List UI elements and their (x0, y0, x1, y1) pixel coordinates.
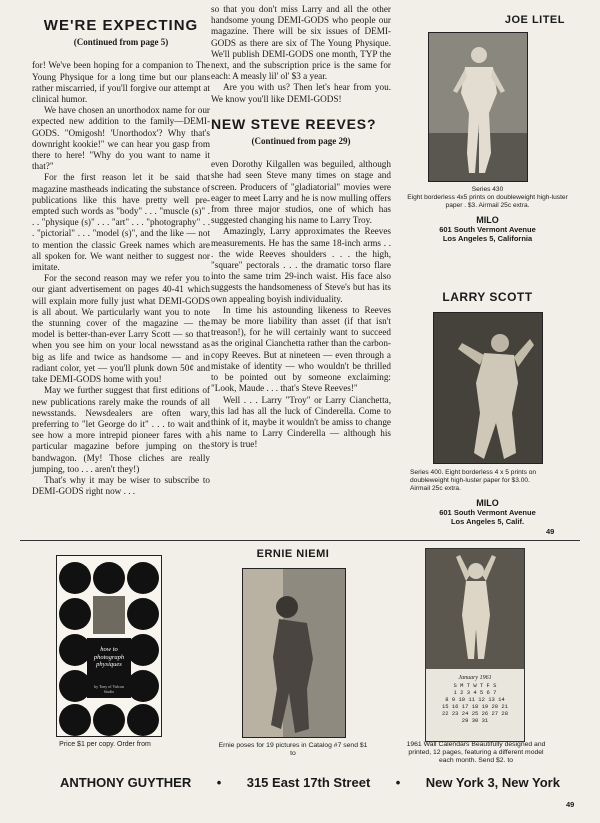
vendor-name: MILO (476, 498, 499, 508)
book-title: how to photograph physiques (93, 646, 125, 668)
model-photo-icon (429, 33, 527, 181)
paragraph: so that you don't miss Larry and all the other handsome young DEMI-GODS who people our magazine. There will be six issues of DEMI-GODS as there are six of The Young Physique. We'll publish DEMI-GODS one month, TYP the next, and the subscription price is the same for each: A measly lil' ol' $3 a year. (211, 4, 391, 82)
footer-bullet: • (216, 775, 222, 790)
ad-caption: Series 400. Eight borderless 4 x 5 prints on doubleweight high-luster paper for $3.00. Airmail 25c extra. (410, 469, 537, 492)
article-expecting (32, 17, 210, 497)
photo-joe-litel (428, 32, 528, 182)
footer-bullet: • (395, 775, 401, 790)
book-cover (56, 555, 162, 737)
paragraph: Well . . . Larry "Troy" or Larry Cianchetta, this lad has all the luck of Cinderella. Come to think of it, maybe it wouldn't be amiss to change his name to Larry Cinderella — although his story is true! (211, 394, 391, 450)
paragraph: That's why it may be wiser to subscribe to DEMI-GODS right now . . . (32, 474, 210, 497)
calendar-row: 15 16 17 18 19 20 21 (441, 703, 508, 710)
paragraph: Are you with us? Then let's hear from you. We know you'll like DEMI-GODS! (211, 82, 391, 104)
page-number: 49 (566, 800, 575, 809)
footer-address (60, 775, 560, 790)
paragraph: In time his astounding likeness to Reeves may be more liability than asset (if that isn't treason!), for he will certainly want to succeed as the original Cianchetta rather than the carbon-copy Reeves. But at nineteen — even through a mistake of identity — who wouldn't be thrilled to be pointed out by someone exclaiming: "Look, Maude . . . that's Steve Reeves!" (211, 304, 391, 394)
vendor-address: 601 South Vermont Avenue (439, 508, 536, 517)
ad-title: ERNIE NIEMI (256, 548, 330, 560)
article-title: WE'RE EXPECTING (43, 17, 199, 34)
photo-larry-scott (433, 312, 543, 464)
footer-street: 315 East 17th Street (246, 775, 371, 790)
ad-larry-scott (400, 290, 575, 526)
paragraph: For the second reason may we refer you to our giant advertisement on pages 40-41 which will explain more fully just what DEMI-GODS is all about. We particularly want you to note the stunning cover of the magazine — the model is better-than-ever Larry Scott — so that when you see him on your local newsstand as big as life and twice as handsome — and in radiant color, yet — you'll plunk down 50¢ and take DEMI-GODS home with you! (32, 273, 210, 385)
vendor-city: Los Angeles 5, California (442, 234, 533, 243)
article-reeves (211, 4, 391, 451)
book-ad (56, 555, 164, 741)
calendar-caption: 1961 Wall Calendars Beautifully designed and printed, 12 pages, featuring a different model each month. Send $2. to (406, 741, 546, 764)
paragraph: even Dorothy Kilgallen was beguiled, although she had seen Steve many times on stage and screen. Producers of "gladiatorial" movies were eager to meet Larry and he is now mulling offers from three major studios, one of which has suggested changing his name to Larry Troy. (211, 159, 391, 226)
paragraph: For the first reason let it be said that magazine mastheads indicating the substance of publications like this have pretty well pre-empted such words as "body" . . . "muscle (s)" . . . "physique (s)" . . . "art" . . . "photography" . . . "pictorial" . . . "model (s)", and the like — not to mention the classic Greek names which are all spoken for. We want neither to suggest nor imitate. (32, 172, 210, 273)
paragraph: Amazingly, Larry approximates the Reeves measurements. He has the same 18-inch arms . . . the wide Reeves shoulders . . . the high, "square" pectorals . . . the dramatic torso flare into the same trim 29-inch waist. His face also suggests the handsomeness of Steve's but has its own appealing boyish individuality. (211, 226, 391, 304)
footer-name: ANTHONY GUYTHER (60, 775, 192, 790)
calendar-row: 22 23 24 25 26 27 28 (441, 710, 508, 717)
ad-caption: Series 430 Eight borderless 4x5 prints on doubleweight high-luster paper . $3. Airmail 25c extra. (407, 186, 568, 209)
paragraph: We have chosen an unorthodox name for our expected new addition to the family—DEMI-GODS. "Omigosh! 'Unorthodox'? Why that's downright kookie!" we can hear you gasp from there to here! "Why do you want to name it that?" (32, 105, 210, 172)
ernie-caption: Ernie poses for 19 pictures in Catalog #7 send $1 to (218, 742, 368, 757)
paragraph: for! We've been hoping for a companion to The Young Physique for a long time but our plans rather miscarried, if you'll forgive our attempt at clinical humor. (32, 60, 210, 105)
book-author: by Tony of Vulcan Studio (94, 684, 124, 694)
wall-calendar (425, 548, 525, 742)
calendar-row: 1 2 3 4 5 6 7 (453, 689, 497, 696)
ad-joe-litel (400, 14, 575, 243)
ad-title: JOE LITEL (504, 14, 565, 26)
page-number: 49 (546, 527, 555, 536)
continued-note: (Continued from page 29) (251, 136, 351, 147)
ad-title: LARRY SCOTT (442, 290, 533, 304)
photo-ernie-niemi (242, 568, 346, 738)
calendar-row: 29 30 31 (461, 717, 489, 724)
footer-city: New York 3, New York (425, 775, 560, 790)
calendar-days: S M T W T F S (453, 682, 497, 689)
model-photo-icon (434, 313, 542, 463)
continued-note: (Continued from page 5) (73, 37, 169, 48)
article-title: NEW STEVE REEVES? (211, 115, 377, 132)
vendor-address: 601 South Vermont Avenue (439, 225, 536, 234)
vendor-city: Los Angeles 5, Calif. (450, 517, 525, 526)
calendar-month: January 1961 (458, 675, 492, 681)
calendar-grid (430, 675, 520, 724)
book-caption: Price $1 per copy. Order from (59, 741, 151, 748)
paragraph: May we further suggest that first editions of new publications rarely make the rounds of all newsstands. Newsdealers are often wary, preferring to "let George do it" . . . to wait and see how a more intrepid pioneer fares with a particular magazine before jumping on the bandwagon. (My! Those cliches are really jumping, too . . . aren't they!) (32, 385, 210, 474)
vendor-name: MILO (476, 215, 499, 225)
calendar-row: 8 9 10 11 12 13 14 (445, 696, 505, 703)
model-photo-icon (243, 569, 345, 737)
ad-ernie-niemi (218, 548, 368, 758)
divider (20, 540, 580, 541)
model-photo-icon (426, 549, 524, 669)
